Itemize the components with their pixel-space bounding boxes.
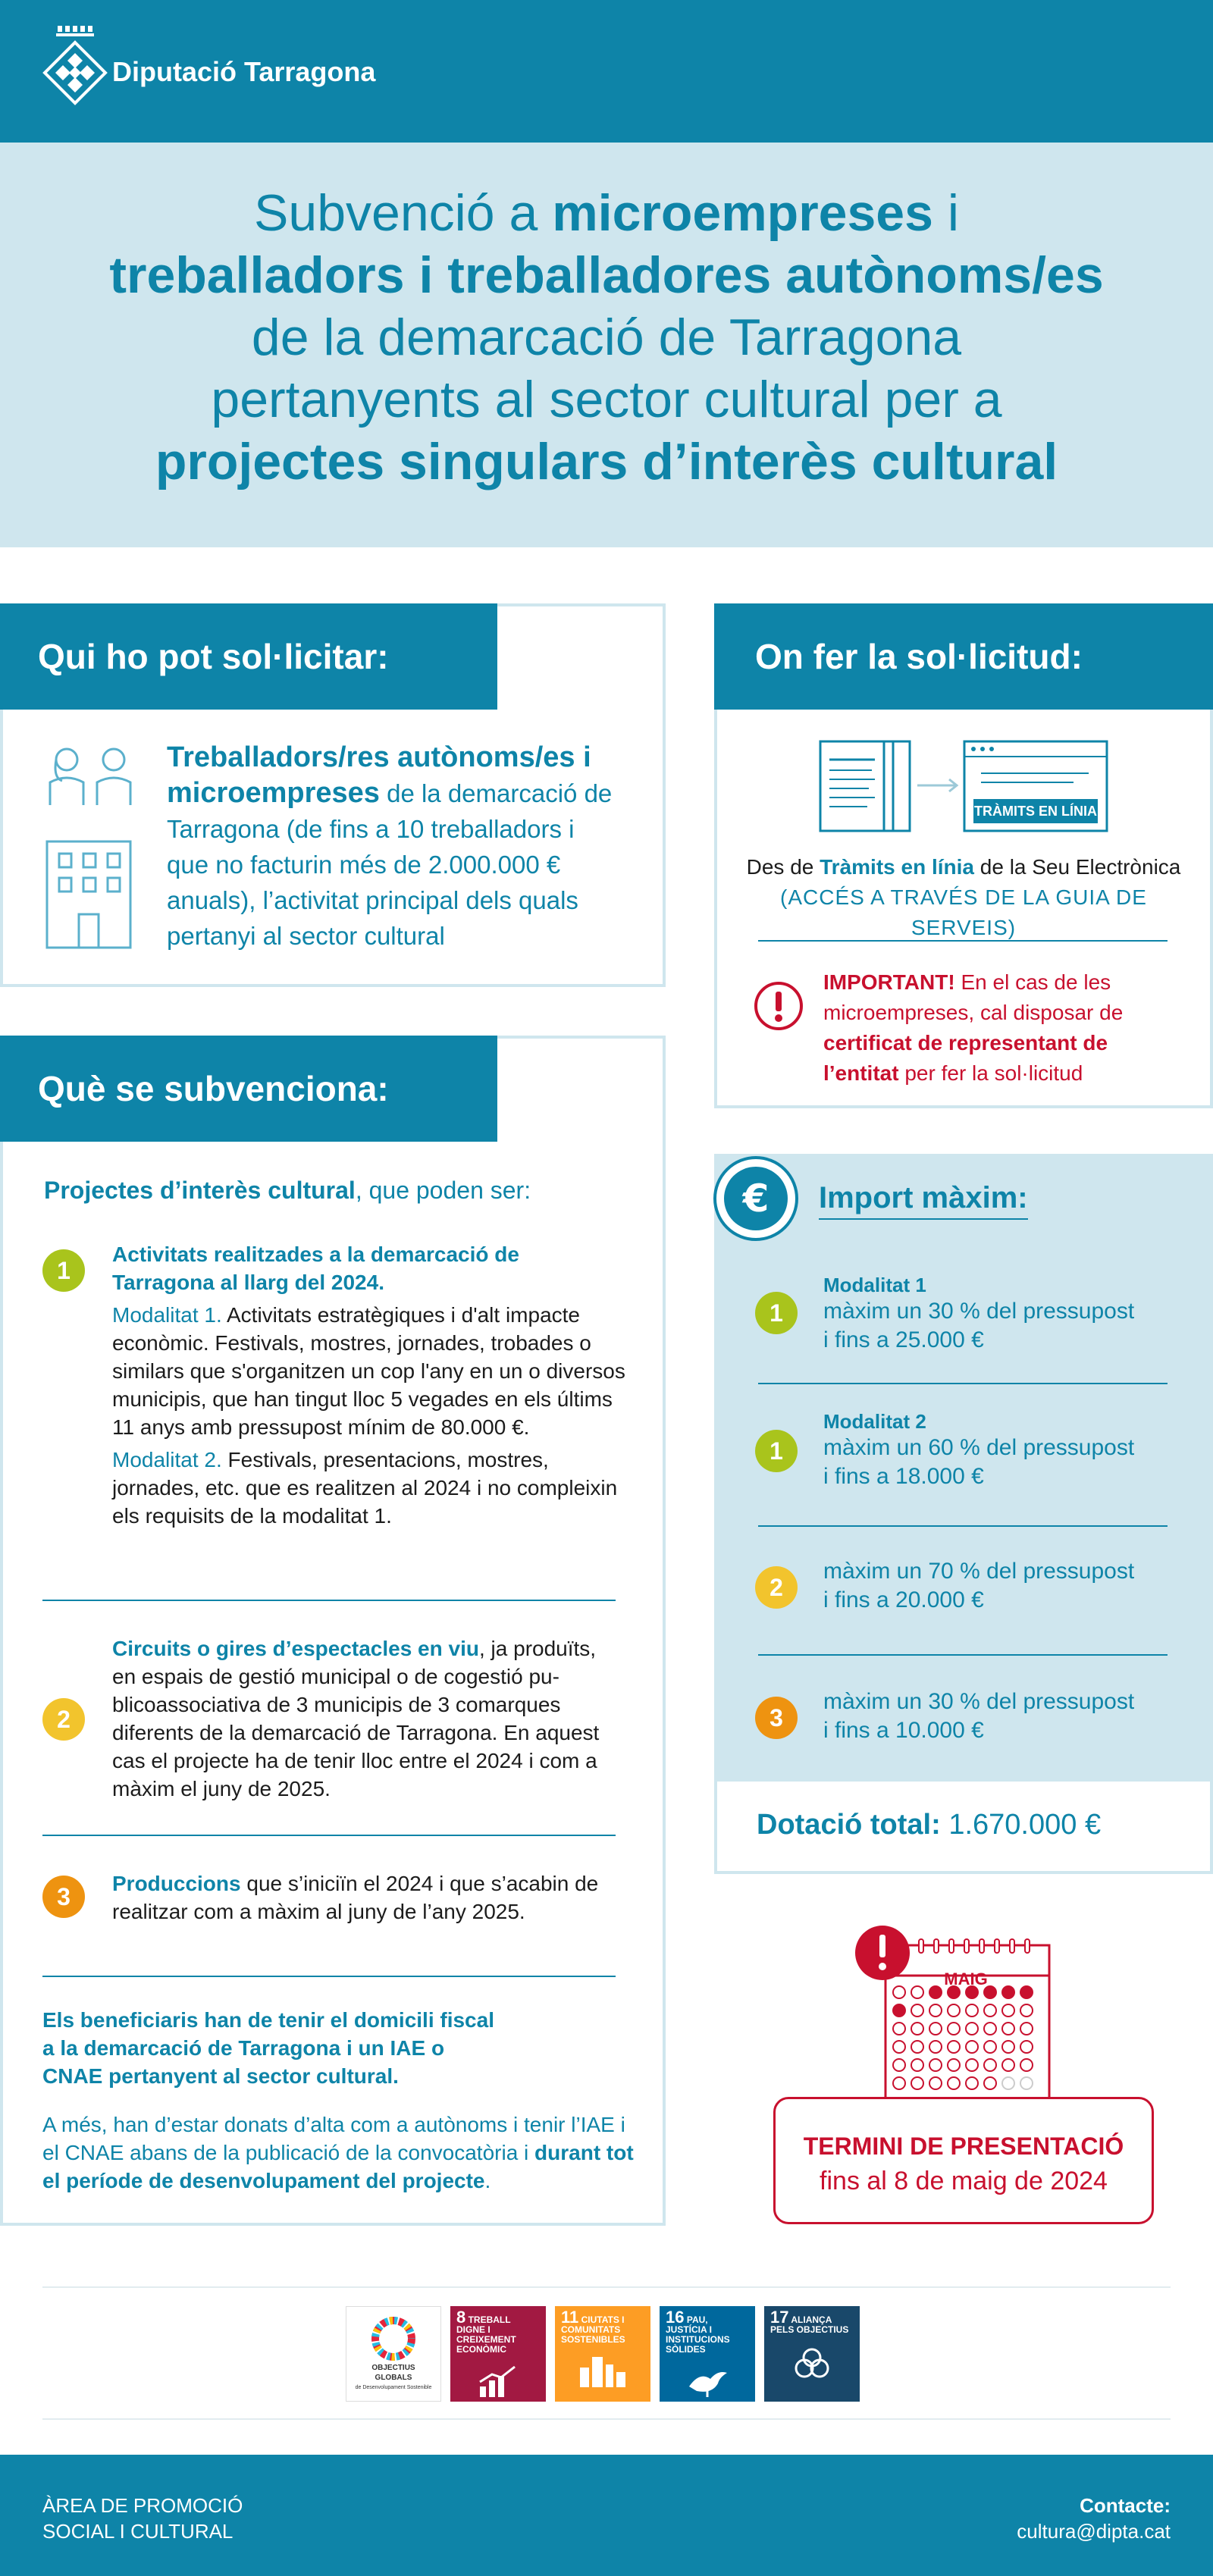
import-row-2: màxim un 70 % del pressupost i fins a 20.000 € [823, 1559, 1135, 1612]
calendar-day-dot [984, 2077, 996, 2089]
calendar-day-dot [966, 2077, 978, 2089]
warning-icon [754, 981, 804, 1031]
divider [758, 1383, 1168, 1384]
import-row-3: màxim un 30 % del pressupost i fins a 10.000 € [823, 1689, 1135, 1743]
divider [758, 1654, 1168, 1656]
calendar-day-dot [911, 2041, 923, 2053]
sdg-16-badge: 16 PAU, JUSTÍCIA I INSTITUCIONS SÒLIDES [660, 2306, 755, 2402]
calendar-day-dot [911, 1986, 923, 1998]
calendar-day-dot [929, 2077, 942, 2089]
contact-email-link[interactable]: cultura@dipta.cat [1017, 2520, 1171, 2543]
calendar-day-dot [1020, 2023, 1033, 2035]
calendar-day-dot [1002, 2041, 1014, 2053]
calendar-day-dot [1002, 2077, 1014, 2089]
deadline-title: TERMINI DE PRESENTACIÓ [803, 2133, 1124, 2160]
item-number-badge: 2 [42, 1698, 85, 1741]
import-number-badge: 3 [755, 1697, 798, 1739]
calendar-day-dot [893, 2041, 905, 2053]
item-number-badge: 1 [42, 1249, 85, 1292]
sdg-11-badge: 11 CIUTATS I COMUNITATS SOSTENIBLES [555, 2306, 650, 2402]
calendar-day-dot [911, 2077, 923, 2089]
divider [758, 1525, 1168, 1527]
calendar-day-dot [911, 2004, 923, 2017]
calendar-day-dot [984, 2023, 996, 2035]
calendar-day-dot [1020, 2077, 1033, 2089]
people-building-icon [42, 743, 138, 949]
import-number-badge: 1 [755, 1430, 798, 1472]
svg-text:€: € [742, 1177, 769, 1221]
deadline-date: fins al 8 de maig de 2024 [820, 2167, 1108, 2195]
divider [42, 1835, 616, 1836]
calendar-day-dot [948, 2004, 960, 2017]
where-heading: On fer la sol·licitud: [714, 603, 1213, 710]
online-procedures-badge[interactable]: TRÀMITS EN LÍNIA [974, 803, 1097, 819]
sdg-8-badge: 8 TREBALL DIGNE I CREIXEMENT ECONÒMIC [450, 2306, 546, 2402]
calendar-day-dot [1020, 1986, 1033, 1998]
where-description: Des de Tràmits en línia de la Seu Electrònica (ACCÉS A TRAVÉS DE LA GUIA DE SERVEIS) [746, 855, 1181, 939]
sdg-wheel-icon [371, 2316, 416, 2361]
dove-icon [685, 2364, 730, 2397]
calendar-day-dot [984, 2059, 996, 2071]
calendar-day-dot [929, 2041, 942, 2053]
services-guide-link[interactable]: (ACCÉS A TRAVÉS DE LA GUIA DE SERVEIS) [780, 885, 1147, 939]
calendar-day-dot [1002, 2059, 1014, 2071]
item-activities: Activitats realitzades a la demarcació de Tarragona al llarg del 2024. Modalitat 1. Activitats estratègiques i d'alt impacte econòmic. Festivals, mostres, jornades, trobades o similars que s'organitzen un cop l'any en un o diversos municipis, que han tingut lloc 5 vegades en els últims 11 anys amb pressupost mínim de 80.000 €. Modalitat 2. Festivals, presentacions, mostres, jornades, etc. que es realitzen al 2024 i no compleixin els requisits de la modalitat 1. [112, 1243, 625, 1528]
calendar-day-dot [929, 1986, 942, 1998]
calendar-day-dot [893, 2004, 905, 2017]
who-heading: Qui ho pot sol·licitar: [0, 603, 497, 710]
calendar-day-dot [1020, 2004, 1033, 2017]
calendar-day-dot [966, 2041, 978, 2053]
calendar-day-dot [966, 2023, 978, 2035]
calendar-day-dot [1020, 2041, 1033, 2053]
sdg-17-badge: 17 ALIANÇA PELS OBJECTIUS [764, 2306, 860, 2402]
calendar-day-dot [911, 2023, 923, 2035]
import-panel [714, 1154, 1213, 1872]
calendar-day-dot [966, 2059, 978, 2071]
footer-area: ÀREA DE PROMOCIÓ SOCIAL I CULTURAL [42, 2494, 243, 2543]
calendar-day-dot [929, 2059, 942, 2071]
calendar-month: MAIG [944, 1970, 988, 1988]
import-heading: Import màxim: [819, 1181, 1028, 1220]
calendar-day-dot [966, 2004, 978, 2017]
calendar-day-dot [1002, 1986, 1014, 1998]
import-row-mod1: Modalitat 1 màxim un 30 % del pressupost i fins a 25.000 € [823, 1274, 1135, 1352]
calendar-day-dot [893, 2077, 905, 2089]
calendar-day-dot [1020, 2059, 1033, 2071]
calendar-day-dot [948, 2059, 960, 2071]
sdg-strip [346, 2306, 860, 2402]
item-productions: Produccions que s’iniciïn el 2024 i que s’acabin de realitzar com a màxim al juny de l’any 2025. [112, 1872, 599, 1923]
growth-chart-icon [477, 2365, 519, 2399]
calendar-day-dot [893, 2059, 905, 2071]
divider [42, 2286, 1171, 2288]
calendar-day-dot [1002, 2004, 1014, 2017]
divider [42, 1976, 616, 1977]
total-amount: Dotació total: 1.670.000 € [757, 1809, 1102, 1841]
import-number-badge: 2 [755, 1566, 798, 1609]
partnership-icon [791, 2346, 833, 2383]
beneficiaries-note: Els beneficiaris han de tenir el domicili fiscal a la demarcació de Tarragona i un IAE o CNAE pertanyent al sector cultural. [42, 2008, 494, 2088]
deadline-box [773, 2097, 1154, 2224]
calendar-day-dot [948, 2041, 960, 2053]
import-number-badge: 1 [755, 1292, 798, 1334]
divider [42, 2418, 1171, 2420]
divider [758, 940, 1168, 942]
page-title: Subvenció a microempreses i treballadors i treballadores autònoms/es de la demarcació de Tarragona pertanyents al sector cultural per a projectes singulars d’interès cultural [109, 184, 1104, 490]
beneficiaries-extra-note: A més, han d’estar donats d’alta com a autònoms i tenir l’IAE i el CNAE abans de la publicació de la convocatòria i durant tot el període de desenvolupament del projecte. [42, 2113, 634, 2192]
what-heading: Què se subvenciona: [0, 1036, 497, 1142]
import-row-mod2: Modalitat 2 màxim un 60 % del pressupost i fins a 18.000 € [823, 1410, 1135, 1489]
calendar-day-dot [911, 2059, 923, 2071]
euro-icon [713, 1155, 799, 1242]
calendar-day-dot [984, 2004, 996, 2017]
calendar-day-dot [893, 2023, 905, 2035]
calendar-day-dot [984, 2041, 996, 2053]
divider [42, 1600, 616, 1601]
who-description: Treballadors/res autònoms/es i microempreses de la demarcació de Tarragona (de fins a 10 treballadors i que no facturin més de 2.000.000 € anuals), l’activitat principal dels quals pertanyi al sector cultural [167, 741, 613, 950]
calendar-day-dot [929, 2004, 942, 2017]
calendar-day-dot [1002, 2023, 1014, 2035]
sdg-goals-badge: OBJECTIUS GLOBALS de Desenvolupament Sostenible [346, 2306, 441, 2402]
footer-contact: Contacte: cultura@dipta.cat [910, 2493, 1171, 2544]
what-intro: Projectes d’interès cultural, que poden ser: [44, 1177, 531, 1204]
city-icon [578, 2354, 627, 2387]
item-tours: Circuits o gires d’espectacles en viu, ja produïts, en espais de gestió municipal o de cogestió pu-blicoassociativa de 3 municipis de 3 comarques diferents de la demarcació de Tarragona. En aquest cas el projecte ha de tenir lloc entre el 2024 i com a màxim el juny de 2025. [112, 1637, 600, 1800]
calendar-day-dot [893, 1986, 905, 1998]
item-number-badge: 3 [42, 1876, 85, 1918]
org-name: Diputació Tarragona [112, 56, 376, 87]
calendar-day-dot [929, 2023, 942, 2035]
calendar-day-dot [948, 2077, 960, 2089]
calendar-day-dot [948, 2023, 960, 2035]
calendar-icon [852, 1923, 1057, 2112]
important-note: IMPORTANT! En el cas de les microempreses, cal disposar de certificat de representant de l’entitat per fer la sol·licitud [823, 970, 1124, 1085]
